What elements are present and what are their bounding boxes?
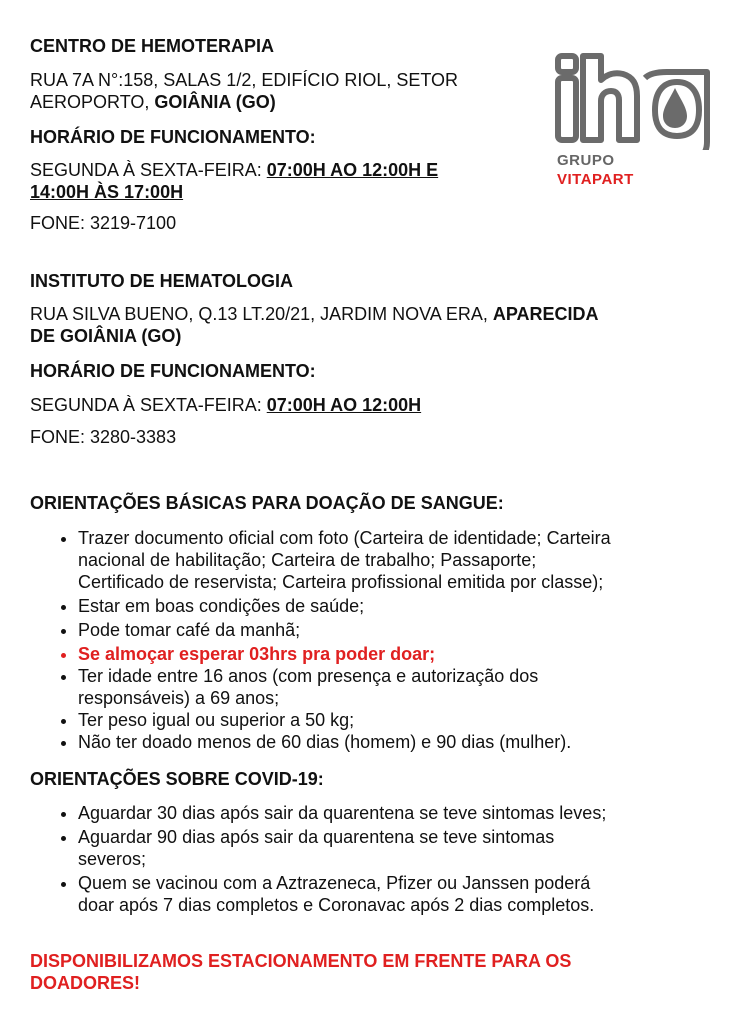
orientacao-item-cafe: • Pode tomar café da manhã; <box>78 619 718 641</box>
centro-address-line-2 <box>30 91 276 113</box>
centro-phone: FONE: 3219-7100 <box>30 213 177 233</box>
covid-list <box>48 802 718 916</box>
instituto-address-line-1 <box>30 303 599 325</box>
covid-item-leves: • Aguardar 30 dias após sair da quarentena se teve sintomas leves; <box>78 802 718 824</box>
instituto-hours-title: HORÁRIO DE FUNCIONAMENTO: <box>30 361 316 381</box>
orientacoes-title: ORIENTAÇÕES BÁSICAS PARA DOAÇÃO DE SANGUE: <box>30 493 504 513</box>
orientacao-item-peso: • Ter peso igual ou superior a 50 kg; <box>78 709 718 731</box>
centro-address-street: AEROPORTO, <box>30 92 155 112</box>
footer-line-1: DISPONIBILIZAMOS ESTACIONAMENTO EM FRENTE PARA OS <box>30 951 572 971</box>
ihg-logo <box>555 50 715 200</box>
centro-hours-line-1 <box>30 159 438 181</box>
logo-text-vitapart: VITAPART <box>557 171 634 188</box>
instituto-phone: FONE: 3280-3383 <box>30 427 177 447</box>
centro-address-line-1: RUA 7A N°:158, SALAS 1/2, EDIFÍCIO RIOL, SETOR <box>30 70 459 90</box>
covid-item-severos: • Aguardar 90 dias após sair da quarentena se teve sintomas severos; <box>78 826 718 870</box>
centro-hours-days: SEGUNDA À SEXTA-FEIRA: <box>30 160 267 180</box>
instituto-address-city-a: APARECIDA <box>492 304 599 324</box>
covid-item-vacina: • Quem se vacinou com a Aztrazeneca, Pfizer ou Janssen poderá doar após 7 dias completos e Coronavac após 2 dias completos. <box>78 872 718 916</box>
logo-text-grupo: GRUPO <box>557 152 615 169</box>
ihg-wordmark-icon <box>555 50 715 150</box>
centro-address-city: GOIÂNIA (GO) <box>154 92 276 112</box>
instituto-title: INSTITUTO DE HEMATOLOGIA <box>30 271 294 291</box>
orientacao-item-saude: • Estar em boas condições de saúde; <box>78 595 718 617</box>
centro-title: CENTRO DE HEMOTERAPIA <box>30 36 275 56</box>
orientacao-item-idade: • Ter idade entre 16 anos (com presença e autorização dos responsáveis) a 69 anos; <box>78 665 718 709</box>
instituto-hours-time: 07:00H AO 12:00H <box>266 395 422 415</box>
centro-hours-afternoon: 14:00H ÀS 17:00H <box>30 182 184 202</box>
instituto-address-street: RUA SILVA BUENO, Q.13 LT.20/21, JARDIM NOVA ERA, <box>30 304 493 324</box>
orientacao-item-documento: • Trazer documento oficial com foto (Carteira de identidade; Carteira nacional de habilitação; Carteira de trabalho; Passaporte; Certificado de reservista; Carteira profissional emitida por classe); <box>78 527 718 593</box>
footer-line-2: DOADORES! <box>30 973 141 993</box>
centro-hours-morning: 07:00H AO 12:00H E <box>266 160 439 180</box>
instituto-hours-line <box>30 394 421 416</box>
orientacao-item-almoco: • Se almoçar esperar 03hrs pra poder doar; <box>78 643 718 665</box>
centro-hours-title: HORÁRIO DE FUNCIONAMENTO: <box>30 127 316 147</box>
orientacoes-list <box>48 527 718 753</box>
instituto-address-city-b: DE GOIÂNIA (GO) <box>30 326 182 346</box>
covid-title: ORIENTAÇÕES SOBRE COVID-19: <box>30 769 324 789</box>
orientacao-item-intervalo: • Não ter doado menos de 60 dias (homem) e 90 dias (mulher). <box>78 731 718 753</box>
instituto-hours-days: SEGUNDA À SEXTA-FEIRA: <box>30 395 267 415</box>
